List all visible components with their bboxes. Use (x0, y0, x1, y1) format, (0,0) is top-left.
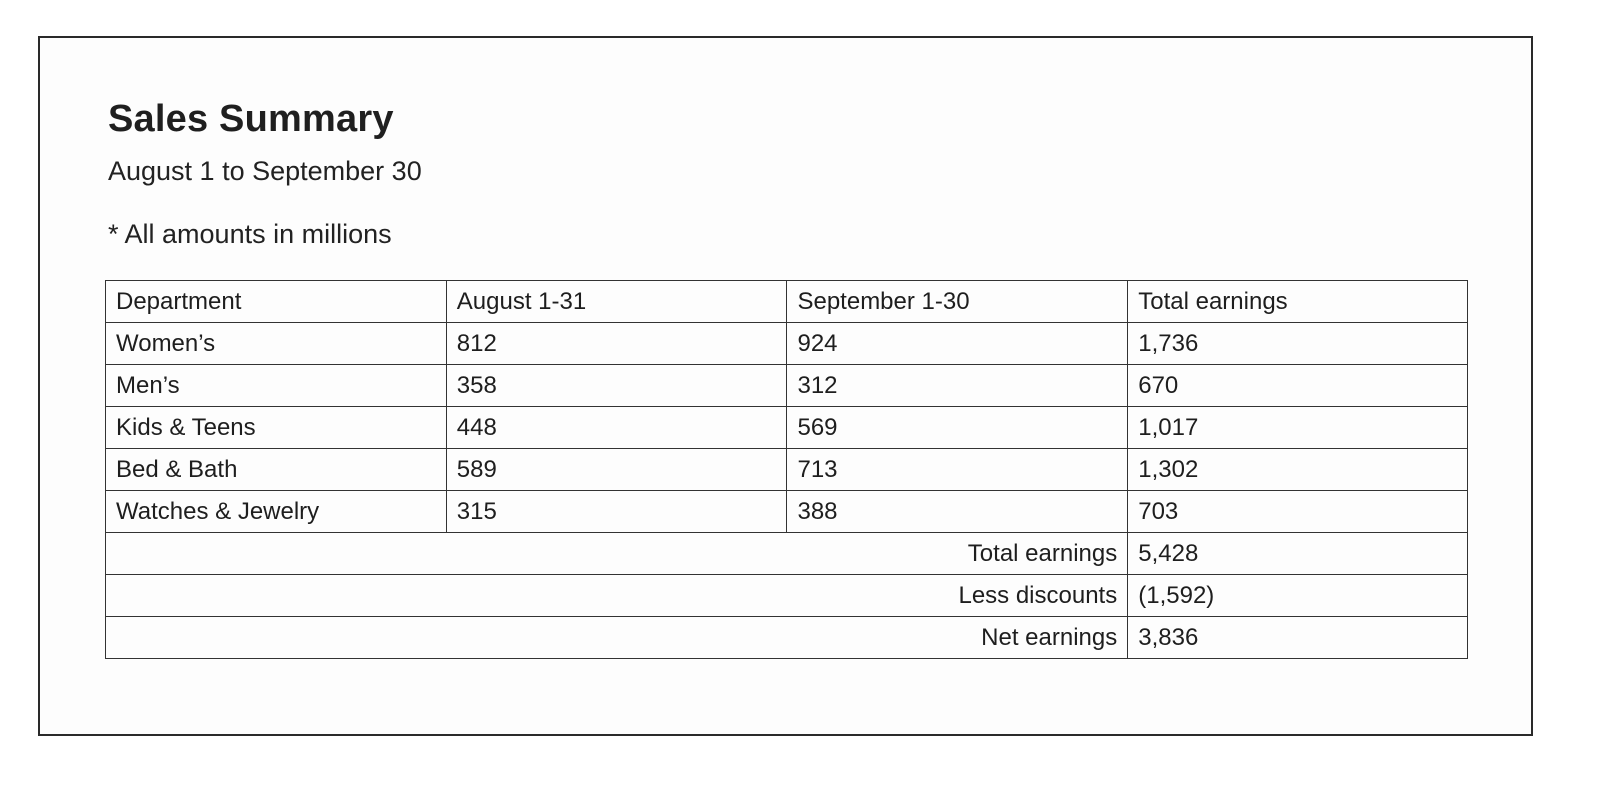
september-cell: 924 (787, 323, 1128, 365)
total-cell: 1,736 (1128, 323, 1468, 365)
table-row (106, 449, 1468, 491)
summary-row-less-discounts (106, 575, 1468, 617)
column-header-total-earnings: Total earnings (1128, 281, 1468, 323)
date-range-subtitle: August 1 to September 30 (108, 156, 422, 186)
department-cell: Men’s (106, 365, 447, 407)
summary-row-net-earnings (106, 617, 1468, 659)
august-cell: 358 (446, 365, 787, 407)
august-cell: 812 (446, 323, 787, 365)
summary-value: (1,592) (1128, 575, 1468, 617)
august-cell: 315 (446, 491, 787, 533)
total-cell: 1,302 (1128, 449, 1468, 491)
department-cell: Women’s (106, 323, 447, 365)
summary-value: 3,836 (1128, 617, 1468, 659)
total-cell: 703 (1128, 491, 1468, 533)
column-header-department: Department (106, 281, 447, 323)
september-cell: 312 (787, 365, 1128, 407)
page-title: Sales Summary (108, 98, 394, 140)
department-cell: Kids & Teens (106, 407, 447, 449)
september-cell: 388 (787, 491, 1128, 533)
september-cell: 569 (787, 407, 1128, 449)
summary-value: 5,428 (1128, 533, 1468, 575)
table-row (106, 323, 1468, 365)
summary-label: Less discounts (106, 575, 1128, 617)
summary-label: Net earnings (106, 617, 1128, 659)
table-row (106, 407, 1468, 449)
august-cell: 589 (446, 449, 787, 491)
table-row (106, 365, 1468, 407)
september-cell: 713 (787, 449, 1128, 491)
summary-label: Total earnings (106, 533, 1128, 575)
table-row (106, 491, 1468, 533)
column-header-september: September 1-30 (787, 281, 1128, 323)
august-cell: 448 (446, 407, 787, 449)
amounts-note: * All amounts in millions (108, 219, 392, 249)
table-header-row (106, 281, 1468, 323)
department-cell: Watches & Jewelry (106, 491, 447, 533)
sales-table (105, 280, 1468, 659)
column-header-august: August 1-31 (446, 281, 787, 323)
summary-row-total-earnings (106, 533, 1468, 575)
total-cell: 670 (1128, 365, 1468, 407)
department-cell: Bed & Bath (106, 449, 447, 491)
total-cell: 1,017 (1128, 407, 1468, 449)
